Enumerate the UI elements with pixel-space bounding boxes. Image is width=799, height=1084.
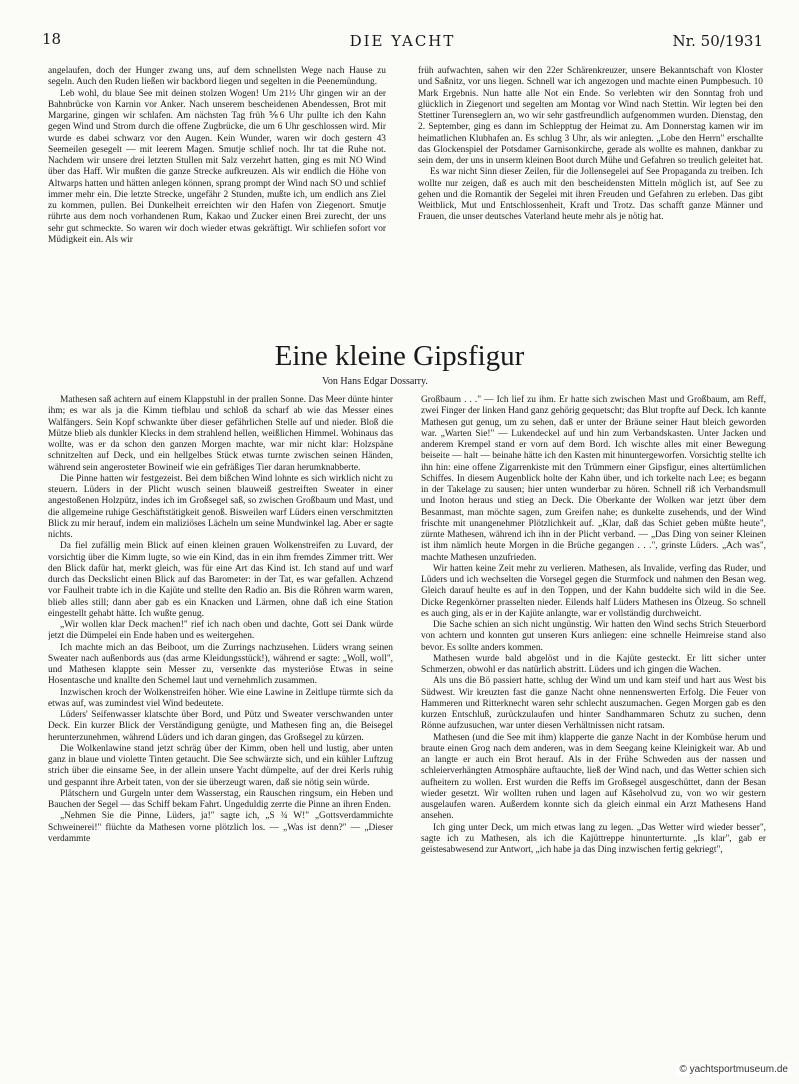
watermark: © yachtsportmuseum.de	[676, 1063, 791, 1076]
paragraph: Die Pinne hatten wir festgezeist. Bei dem bißchen Wind lohnte es sich wirklich nicht zu steuern. Lüders in der Plicht wusch seinen blauweiß gestreiften Sweater in einer angestoßenen Holzpütz, indes ich im Großsegel saß, so zwischen Großbaum und Mast, und die allgemeine ruhige Geschäftstätigkeit genoß. Bisweilen warf Lüders einen verschmitzten Blick zu mir herauf, indem ein maliziöses Lächeln um seine Mundwinkel lag. Aber er sagte nichts.	[48, 473, 393, 540]
bottom-left-column	[48, 395, 393, 1070]
paragraph: Wir hatten keine Zeit mehr zu verlieren. Mathesen, als Invalide, verfing das Ruder, und Lüders und ich wechselten die Vorsegel gegen die Sturmfock und nahmen den Besan weg. Gleich darauf heulte es auf in den Toppen, und der Kahn buddelte sich wild in die See. Dicke Regenkörner prasselten nieder. Eilends half Lüders Mathesen ins Ölzeug. So schnell es auch ging, als er in der Kajüte anlangte, war er vollständig durchweicht.	[421, 563, 766, 619]
paragraph: Plätschern und Gurgeln unter dem Wasserstag, ein Rauschen ringsum, ein Heben und Bauchen der Segel — das Schiff bekam Fahrt. Ungeduldig zerrte die Pinne an ihren Enden.	[48, 788, 393, 810]
article-title: Eine kleine Gipsfigur	[274, 340, 525, 372]
paragraph: Ich ging unter Deck, um mich etwas lang zu legen. „Das Wetter wird wieder besser", sagte ich zu Mathesen, als ich die Kajüttreppe hinunterturnte. „Is klar", gab er geistesabwesend zur Antwort, „ich habe ja das Ding inzwischen fertig gekriegt",	[421, 822, 766, 855]
page-number: 18	[42, 30, 62, 48]
top-right-column	[418, 66, 763, 322]
paragraph: Als uns die Bö passiert hatte, schlug der Wind um und kam steif und hart aus West bis Südwest. Wir kreuzten fast die ganze Nacht ohne nennenswerten Erfolg. Die Feuer von Hammeren und Ritterknecht waren sehr schlecht auszumachen. Gegen Morgen gab es den kurzen Entschluß, zurückzulaufen und hinter Sandhammaren Schutz zu suchen, denn Rönne aufzusuchen, war unter diesen Verhältnissen nicht ratsam.	[421, 676, 766, 732]
paragraph: Da fiel zufällig mein Blick auf einen kleinen grauen Wolkenstreifen zu Luvard, der vorsichtig über die Kimm lugte, so wie ein Kind, das in ein ihm fremdes Zimmer tritt. Wer den Blick dafür hat, merkt gleich, was für eine Art das Kind ist. Ich stand auf und warf durch das Deckslicht einen Blick auf das Barometer: in der Tat, es war gefallen. Achzend vor Faulheit trabte ich in die Kajüte und stellte den Radio an. Bis die Röhren warm waren, blieb alles still; dann aber gab es ein Knacken und Lärmen, ohne daß ich eine Station eingestellt gehabt hätte. Ich wußte genug.	[48, 541, 393, 619]
paragraph: Lüders' Seifenwasser klatschte über Bord, und Pütz und Sweater verschwanden unter Deck. Ein kurzer Blick der Verständigung genügte, und Mathesen fing an, die Beisegel herunterzunehmen, während Lüders und ich daran gingen, das Großsegel zu kürzen.	[48, 710, 393, 743]
paragraph: angelaufen, doch der Hunger zwang uns, auf dem schnellsten Wege nach Hause zu segeln. Auch den Ruden ließen wir backbord liegen und segelten in die Peenemündung.	[48, 66, 386, 88]
paragraph: Ich machte mich an das Beiboot, um die Zurrings nachzusehen. Lüders wrang seinen Sweater nach außenbords aus (das arme Kleidungsstück!), während er sagte: „Woll, woll", und Mathesen klappte sein Messer zu, versenkte das mysteriöse Etwas in seine Hosentasche und knallte den Schemel laut und vernehmlich zusammen.	[48, 642, 393, 687]
paragraph: Leb wohl, du blaue See mit deinen stolzen Wogen! Um 21½ Uhr gingen wir an der Bahnbrücke von Karnin vor Anker. Nach unserem bescheidenen Abendessen, Brot mit Margarine, gingen wir schlafen. Am nächsten Tag früh ⅚6 Uhr pullte ich den Kahn gegen Wind und Strom durch die offene Zugbrücke, die um 6 Uhr geschlossen wird. Mir wurde es dabei schwarz vor den Augen. Kein Wunder, waren wir doch gestern 43 Seemeilen gesegelt — mit leerem Magen. Smutje schlief noch. Ihr tat die Ruhe not. Nachdem wir unsere drei letzten Stullen mit Salz verzehrt hatten, ging es mit NO Wind über das Haff. Wir mußten die ganze Strecke aufkreuzen. Als wir endlich die Höhe von Altwarps hatten und hätten anlegen können, sprang prompt der Wind nach SO und schlief immer mehr ein. Die letzte Strecke, ungefähr 2 Stunden, mußte ich, um endlich ans Ziel zu kommen, pullen. Bei Dunkelheit erreichten wir den Hafen von Ziegenort. Smutje rührte aus dem noch vorhandenen Rum, Kakao und Zucker einen Brei zurecht, der uns sehr gut schmeckte. So waren wir doch wieder etwas gekräftigt. Wir schliefen sofort vor Müdigkeit ein. Als wir	[48, 88, 386, 245]
paragraph: Es war nicht Sinn dieser Zeilen, für die Jollensegelei auf See Propaganda zu treiben. Ich wollte nur zeigen, daß es auch mit den bescheidensten Mitteln möglich ist, auf See zu gehen und die Romantik der Segelei mit ihren Freuden und Gefahren zu erleben. Das gibt Weitblick, Mut und Entschlossenheit, Kraft und Trotz. Das schafft ganze Männer und Frauen, die unser deutsches Vaterland heute mehr als je nötig hat.	[418, 167, 763, 223]
paragraph: Großbaum . . ." — Ich lief zu ihm. Er hatte sich zwischen Mast und Großbaum, am Reff, zwei Finger der linken Hand ganz gehörig gequetscht; das Blut tropfte auf Deck. Ich kannte Mathesen gut genug, um zu sehen, daß er unter der Bräune seiner Haut bleich geworden war. „Warten Sie!" — Lukendeckel auf und hin zum Verbandskasten. Unter Jacken und anderem Krempel stand er vorn auf dem Bord. Ich wischte alles mit einer Bewegung beiseite — halt — beinahe hätte ich den Kasten mit hinuntergeworfen. Vorsichtig stellte ich ihn hin: eine offene Zigarrenkiste mit den Trümmern einer Gipsfigur, eines altertümlichen Schiffes. In diesem Augenblick holte der Kahn über, und ich torkelte nach Lee; es begann in der Takelage zu sausen; hier unten wunderbar zu hören. Schnell riß ich Verbandsmull und Inoton heraus und stieg an Deck. Die Oberkante der Wolken war jetzt über dem Besanmast, man möchte sagen, zum Greifen nahe; es dunkelte zusehends, und der Wind frischte mit unangenehmer Plötzlichkeit auf. „Klar, daß das Schiet geben müßte heute", zürnte Mathesen, während ich ihn in der Plicht verband. — „Das Ding von seiner Kleinen ist ihm nämlich heute Morgen in die Brüche gegangen . . .", grinste Lüders. „Ach was", machte Mathesen unzufrieden.	[421, 395, 766, 563]
paragraph: Inzwischen kroch der Wolkenstreifen höher. Wie eine Lawine in Zeitlupe türmte sich da etwas auf, was zumindest viel Wind bedeutete.	[48, 687, 393, 709]
bottom-right-column	[421, 395, 766, 1055]
paragraph: Mathesen (und die See mit ihm) klapperte die ganze Nacht in der Kombüse herum und braute einen Grog nach dem anderen, was in dem Seegang keine Kleinigkeit war. Ab und an langte er auch ein Brot herauf. Als in der Frühe Schweden aus der nassen und schleierverhängten Atmosphäre auftauchte, ließ der Wind nach, und das Wetter schien sich aufheitern zu wollen. Erst wurden die Reffs im Großsegel ausgeschüttet, dann der Besan wieder gesetzt. Wir wollten ruhen und lagen auf Kåseholvud zu, von wo wir gestern ausgelaufen waren. Außerdem konnte sich da gleich einmal ein Arzt Mathesens Hand ansehen.	[421, 732, 766, 822]
issue-number: Nr. 50/1931	[672, 32, 763, 50]
paragraph: „Nehmen Sie die Pinne, Lüders, ja!" sagte ich, „S ¾ W!" „Gottsverdammichte Schweinerei!" flüchte da Mathesen vorne plötzlich los. — „Was ist denn?" — „Dieser verdammte	[48, 811, 393, 844]
article-byline: Von Hans Edgar Dossarry.	[322, 376, 428, 387]
paragraph: „Wir wollen klar Deck machen!" rief ich nach oben und dachte, Gott sei Dank würde jetzt die Dümpelei ein Ende haben und es weitergehen.	[48, 620, 393, 642]
paragraph: Die Sache schien an sich nicht ungünstig. Wir hatten den Wind sechs Strich Steuerbord von achtern und konnten gut unseren Kurs anliegen: eine schnelle Heimreise stand also bevor. Es sollte anders kommen.	[421, 620, 766, 653]
paragraph: Mathesen wurde bald abgelöst und in die Kajüte gesteckt. Er litt sicher unter Schmerzen, obwohl er das natürlich abstritt. Lüders und ich gingen die Wachen.	[421, 653, 766, 675]
paragraph: früh aufwachten, sahen wir den 22er Schärenkreuzer, unsere Bekanntschaft von Kloster und Saßnitz, vor uns liegen. Schnell war ich angezogen und machte einen Pumpbesuch. 10 Mark Ergebnis. Nun hatte alle Not ein Ende. So verlebten wir den Sonntag froh und glücklich in Ziegenort und segelten am Montag vor Wind nach Stettin. Wir legten bei den Stettiner Turenseglern an, wo wir sehr gastfreundlich aufgenommen wurden. Dienstag, den 2. September, ging es dann im Schlepptug der Heimat zu. Am Donnerstag kamen wir im heimatlichen Klubhafen an. Es schlug 3 Uhr, als wir anlegten. „Lobe den Herrn" erschallte das Glockenspiel der Potsdamer Garnisonkirche, gerade als wollte es mahnen, dankbar zu sein dem, der uns in unserm kleinen Boot durch Mühe und Gefahren so treulich geleitet hat.	[418, 66, 763, 166]
magazine-title: DIE YACHT	[349, 32, 456, 50]
paragraph: Die Wolkenlawine stand jetzt schräg über der Kimm, oben hell und lustig, aber unten ganz in blaue und violette Tinten getaucht. Die See schwärzte sich, und ein kühler Luftzug strich über die einsame See, in der allein unsere Yacht dümpelte, auf der drei Kerls ruhig und gespannt ihre Arbeit taten, von der sie überzeugt waren, daß sie nötig sein würde.	[48, 743, 393, 788]
paragraph: Mathesen saß achtern auf einem Klappstuhl in der prallen Sonne. Das Meer dünte hinter ihm; es war als ja die Kimm tiefblau und schloß da scharf ab wie das Messer eines Walfängers. Sein Kopf schwankte über dieser gefährlichen Stelle auf und nieder. Bloß die Mütze blieb als dunkler Klecks in dem strahlend hellen, weißlichen Himmel. Wohinaus das wollte, was er da schon den ganzen Morgen machte, war mir nicht klar: Holzspäne schnitzelten auf Deck, und ein hellgelbes Stück etwas turnte zwischen seinen Händen, während sein angerosteter Bowineif wie ein gefräßiges Tier daran herumknabberte.	[48, 395, 393, 473]
top-left-column	[48, 66, 386, 322]
page-header	[42, 30, 763, 52]
